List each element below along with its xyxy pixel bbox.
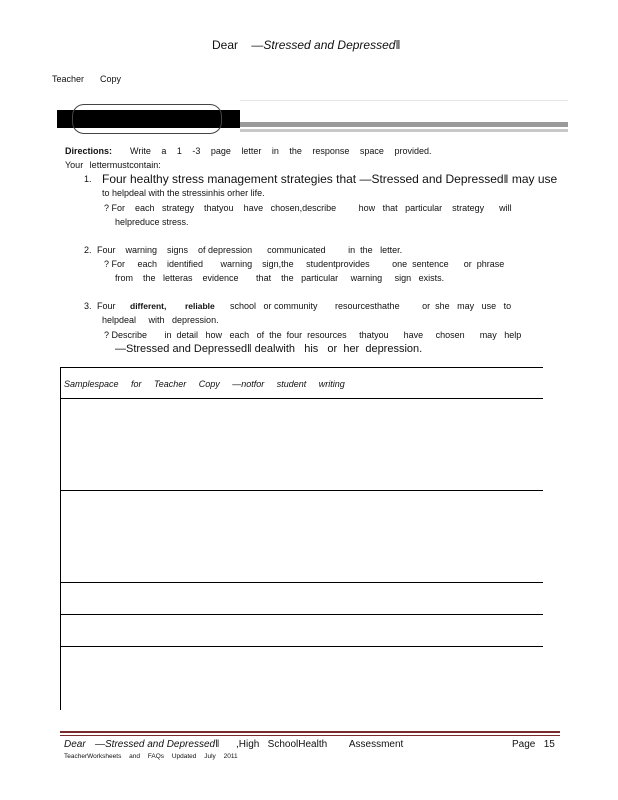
item-1-sub1: ? For each strategy thatyou have chosen,describe how that particular strategy will [104,203,512,213]
footer-dear: Dear [64,739,86,750]
item-1-number: 1. [84,174,92,184]
item-1-main: Four healthy stress management strategies that —Stressed and Depressed‖ may use [102,172,558,186]
table-label: Samplespace for Teacher Copy —notfor student writing [64,379,345,389]
title-quote: —Stressed and Depressed‖ [251,38,401,52]
header-oval-outline [72,104,222,134]
teacher-label: Teacher [52,74,85,84]
directions-text: Write a 1 -3 page letter in the response space provided. [130,146,432,156]
item-2-sub1: ? For each identified warning sign,the studentprovides one sentence or phrase [104,259,505,269]
item-1-cont: to helpdeal with the stressinhis orher life. [102,188,265,198]
table-left-border [60,367,61,710]
item-3-main-d: school or community resourcesthathe or she may use to [230,301,512,311]
header-top-rule [240,100,568,101]
header-gray-rule [240,122,568,127]
table-rule-2 [60,490,543,491]
item-3-sub1: ? Describe in detail how each of the four resources thatyou have chosen may help [104,330,522,340]
header-light-rule [240,129,568,132]
item-3-main-a: Four [97,301,116,311]
table-rule-4 [60,614,543,615]
item-3-main-c: reliable [185,301,215,311]
table-rule-5 [60,646,543,647]
footer-page-number: Page 15 [512,739,555,750]
footer-rule-thin [60,735,560,736]
item-2-number: 2. [84,245,92,255]
item-3-sub2: —Stressed and Depressed‖ dealwith his or her depression. [115,343,423,355]
footer-rule [60,731,560,733]
footer-meta: TeacherWorksheets and FAQs Updated July 2011 [64,753,238,760]
directions-label: Directions: [65,146,113,156]
item-3-number: 3. [84,301,92,311]
table-rule-top [60,367,543,368]
footer-school: ,High SchoolHealth Assessment [236,739,404,750]
directions-intro: Your lettermustcontain: [65,160,161,170]
response-table [60,367,543,710]
item-2-sub2: from the letteras evidence that the particular warning sign exists. [115,273,445,283]
item-3-cont: helpdeal with depression. [102,315,219,325]
item-1-sub2: helpreduce stress. [115,217,189,227]
title-prefix: Dear [212,38,239,52]
item-2-main: Four warning signs of depression communicated in the letter. [97,245,403,255]
document-title [212,38,400,52]
table-rule-1 [60,398,543,399]
footer-title: —Stressed and Depressed‖ [95,739,220,750]
copy-label: Copy [100,74,122,84]
table-rule-3 [60,582,543,583]
item-3-main-b: different, [130,301,167,311]
